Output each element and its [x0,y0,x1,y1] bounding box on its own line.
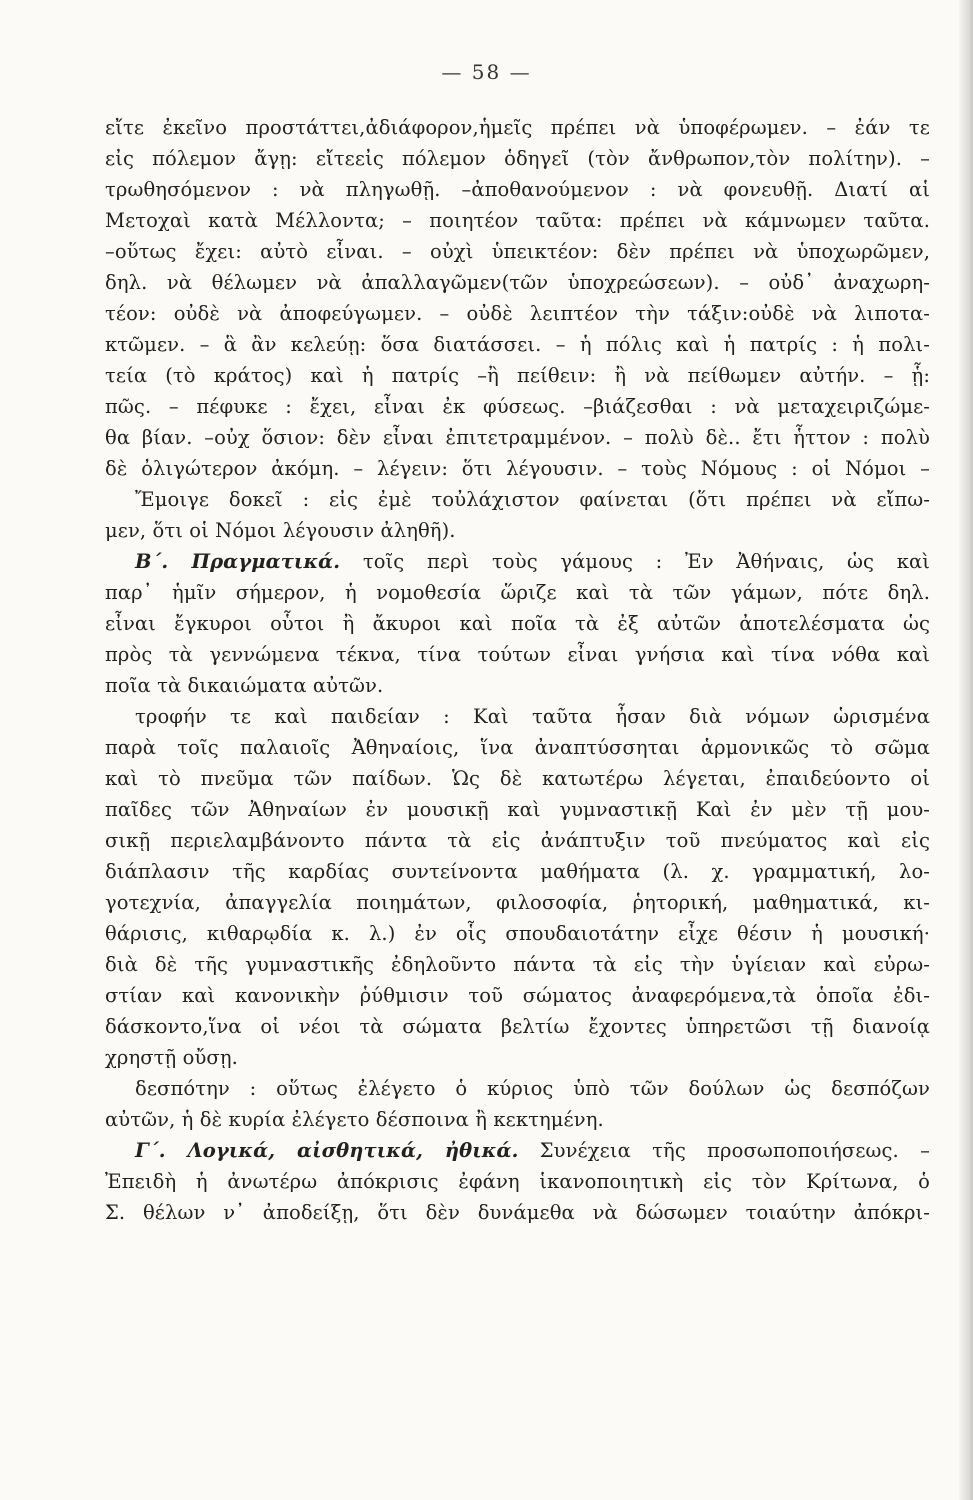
text-line [105,577,930,608]
text-line [105,701,930,732]
line-text: δὲ ὀλιγώτερον ἀκόμη. – λέγειν: ὅτι λέγουσιν. – τοὺς Νόμους : οἱ Νόμοι – [105,457,930,480]
text-line [105,732,930,763]
section-heading: Γ΄. Λογικά, αἰσθητικά, ἠθικά. [135,1139,519,1162]
line-text: τρωθησόμενον : νὰ πληγωθῇ. –ἀποθανούμενον : νὰ φονευθῇ. Διατί αἱ [105,178,930,201]
text-line [105,205,930,236]
line-text: χρηστῇ οὔσῃ. [105,1046,238,1069]
text-line [105,1073,930,1104]
line-text: τεία (τὸ κράτος) καὶ ἡ πατρίς –ἢ πείθειν: ἢ νὰ πείθωμεν αὐτήν. – ᾗ: [105,364,930,387]
text-line [105,391,930,422]
line-text: Ἐπειδὴ ἡ ἀνωτέρω ἀπόκρισις ἐφάνη ἱκανοποιητικὴ εἰς τὸν Κρίτωνα, ὁ [105,1170,930,1193]
line-text: κτῶμεν. – ἃ ἂν κελεύῃ: ὅσα διατάσσει. – ἡ πόλις καὶ ἡ πατρίς : ἡ πολι- [105,333,930,356]
line-text: τροφήν τε καὶ παιδείαν : Καὶ ταῦτα ἦσαν διὰ νόμων ὡρισμένα [135,705,930,728]
page-number: — 58 — [441,60,532,84]
line-text: σικῇ περιελαμβάνοντο πάντα τὰ εἰς ἀνάπτυξιν τοῦ πνεύματος καὶ εἰς [105,829,930,852]
line-text: τέον: οὐδὲ νὰ ἀποφεύγωμεν. – οὐδὲ λειπτέον τὴν τάξιν:οὐδὲ νὰ λιποτα- [105,302,930,325]
line-text: ποῖα τὰ δικαιώματα αὐτῶν. [105,674,384,697]
text-line [105,1011,930,1042]
line-text: εἰς πόλεμον ἄγῃ: εἴτεεἰς πόλεμον ὁδηγεῖ (τὸν ἄνθρωπον,τὸν πολίτην). – [105,147,930,170]
line-text: Ἔμοιγε δοκεῖ : εἰς ἐμὲ τοὐλάχιστον φαίνεται (ὅτι πρέπει νὰ εἴπω- [135,488,930,511]
text-line [105,143,930,174]
text-line [105,484,930,515]
section-heading: Β΄. Πραγματικά. [135,550,341,573]
line-text: στίαν καὶ κανονικὴν ῥύθμισιν τοῦ σώματος ἀναφερόμενα,τὰ ὁποῖα ἐδι- [105,984,930,1007]
line-text: τοῖς περὶ τοὺς γάμους : Ἐν Ἀθήναις, ὡς καὶ [340,550,930,573]
text-line [105,112,930,143]
line-text: Συνέχεια τῆς προσωποποιήσεως. – [518,1139,930,1162]
text-line [105,608,930,639]
text-line [105,329,930,360]
line-text: Μετοχαὶ κατὰ Μέλλοντα; – ποιητέον ταῦτα: πρέπει νὰ κάμνωμεν ταῦτα. [105,209,930,232]
text-line [105,515,930,546]
line-text: –οὕτως ἔχει: αὐτὸ εἶναι. – οὐχὶ ὑπεικτέον: δὲν πρέπει νὰ ὑποχωρῶμεν, [105,240,930,263]
text-line [105,918,930,949]
text-line [105,267,930,298]
line-text: θάρισις, κιθαρῳδία κ. λ.) ἐν οἷς σπουδαιοτάτην εἶχε θέσιν ἡ μουσική· [105,922,930,945]
text-line [105,887,930,918]
line-text: παρ᾽ ἡμῖν σήμερον, ἡ νομοθεσία ὥριζε καὶ τὰ τῶν γάμων, πότε δηλ. [105,581,930,604]
section-heading-line [105,1135,930,1166]
line-text: πῶς. – πέφυκε : ἔχει, εἶναι ἐκ φύσεως. –βιάζεσθαι : νὰ μεταχειριζώμε- [105,395,930,418]
text-line [105,453,930,484]
page-edge-shadow [959,0,973,1500]
text-line [105,639,930,670]
line-text: εἶναι ἔγκυροι οὗτοι ἢ ἄκυροι καὶ ποῖα τὰ ἐξ αὐτῶν ἀποτελέσματα ὡς [105,612,930,635]
line-text: εἴτε ἐκεῖνο προστάττει,ἀδιάφορον,ἡμεῖς πρέπει νὰ ὑποφέρωμεν. – ἐάν τε [105,116,930,139]
line-text: δηλ. νὰ θέλωμεν νὰ ἀπαλλαγῶμεν(τῶν ὑποχρεώσεων). – οὐδ᾽ ἀναχωρη- [105,271,930,294]
text-line [105,422,930,453]
line-text: διάπλασιν τῆς καρδίας συντείνοντα μαθήματα (λ. χ. γραμματική, λο- [105,860,930,883]
text-line [105,1166,930,1197]
text-line [105,236,930,267]
line-text: γοτεχνία, ἀπαγγελία ποιημάτων, φιλοσοφία, ῥητορική, μαθηματικά, κι- [105,891,930,914]
text-line [105,980,930,1011]
text-line [105,763,930,794]
text-line [105,856,930,887]
text-line [105,825,930,856]
text-line [105,174,930,205]
line-text: δάσκοντο,ἵνα οἱ νέοι τὰ σώματα βελτίω ἔχοντες ὑπηρετῶσι τῇ διανοίᾳ [105,1015,930,1038]
line-text: αὐτῶν, ἡ δὲ κυρία ἐλέγετο δέσποινα ἢ κεκτημένη. [105,1108,604,1131]
text-line [105,794,930,825]
line-text: θα βίαν. –οὐχ ὅσιον: δὲν εἶναι ἐπιτετραμμένον. – πολὺ δὲ.. ἔτι ἧττον : πολὺ [105,426,930,449]
line-text: παῖδες τῶν Ἀθηναίων ἐν μουσικῇ καὶ γυμναστικῇ Καὶ ἐν μὲν τῇ μου- [105,798,930,821]
line-text: δεσπότην : οὕτως ἐλέγετο ὁ κύριος ὑπὸ τῶν δούλων ὡς δεσπόζων [135,1077,930,1100]
line-text: πρὸς τὰ γεννώμενα τέκνα, τίνα τούτων εἶναι γνήσια καὶ τίνα νόθα καὶ [105,643,930,666]
text-line [105,1104,930,1135]
text-line [105,298,930,329]
text-line [105,1197,930,1228]
text-line [105,360,930,391]
line-text: διὰ δὲ τῆς γυμναστικῆς ἐδηλοῦντο πάντα τὰ εἰς τὴν ὑγίειαν καὶ εὐρω- [105,953,930,976]
text-line [105,1042,930,1073]
text-line [105,670,930,701]
line-text: μεν, ὅτι οἱ Νόμοι λέγουσιν ἀληθῆ). [105,519,456,542]
section-heading-line [105,546,930,577]
line-text: Σ. θέλων ν᾽ ἀποδείξῃ, ὅτι δὲν δυνάμεθα νὰ δώσωμεν τοιαύτην ἀπόκρι- [105,1201,930,1224]
page-body-text [105,112,930,1228]
text-line [105,949,930,980]
line-text: καὶ τὸ πνεῦμα τῶν παίδων. Ὡς δὲ κατωτέρω λέγεται, ἐπαιδεύοντο οἱ [105,767,930,790]
line-text: παρὰ τοῖς παλαιοῖς Ἀθηναίοις, ἵνα ἀναπτύσσηται ἁρμονικῶς τὸ σῶμα [105,736,930,759]
